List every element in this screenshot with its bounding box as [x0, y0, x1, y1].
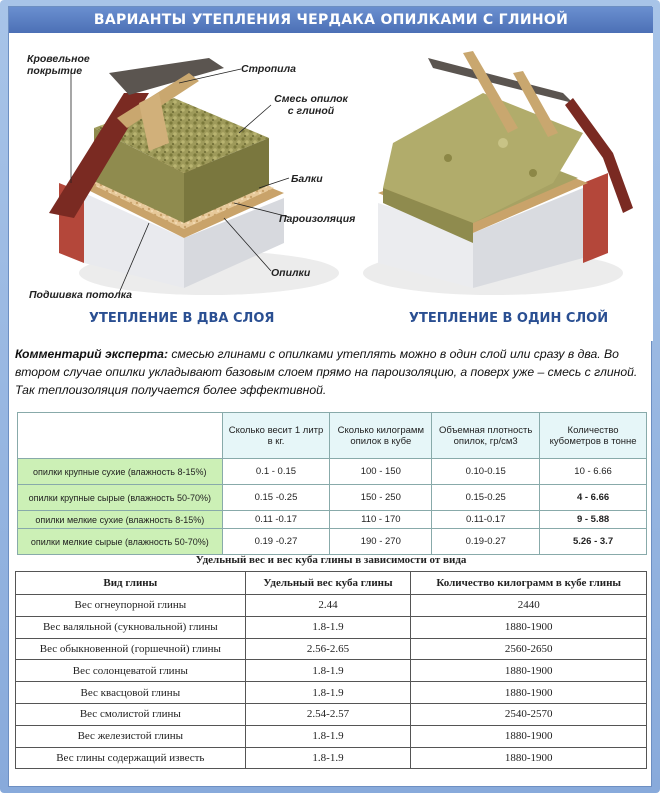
table-row	[16, 703, 647, 725]
table-cell: 1.8-1.9	[245, 747, 411, 769]
table-cell: 0.15-0.25	[432, 485, 540, 511]
sawdust-table	[17, 412, 647, 555]
label-vapor: Пароизоляция	[279, 213, 356, 225]
clay-table-title: Удельный вес и вес куба глины в зависимости от вида	[195, 554, 467, 566]
illustration-area	[9, 33, 653, 341]
table-cell: 1880-1900	[411, 682, 647, 704]
table-row	[16, 616, 647, 638]
caption-one-layer: УТЕПЛЕНИЕ В ОДИН СЛОЙ	[409, 311, 609, 326]
table-cell: 0.11-0.17	[432, 511, 540, 529]
table-cell: 1880-1900	[411, 660, 647, 682]
table-row	[16, 595, 647, 617]
one-layer-illustration	[353, 33, 653, 303]
table-cell: Вес обыкновенной (горшечной) глины	[16, 638, 246, 660]
row-label: опилки мелкие сырые (влажность 50-70%)	[18, 529, 223, 555]
header-cell: Удельный вес куба глины	[245, 572, 411, 595]
table-cell: 2560-2650	[411, 638, 647, 660]
table-cell: 1.8-1.9	[245, 660, 411, 682]
table-header-row	[18, 413, 647, 459]
page-title: ВАРИАНТЫ УТЕПЛЕНИЯ ЧЕРДАКА ОПИЛКАМИ С ГЛИНОЙ	[9, 7, 653, 33]
table-cell: 0.1 - 0.15	[222, 459, 330, 485]
table-cell: Вес железистой глины	[16, 725, 246, 747]
table-cell: Вес квасцовой глины	[16, 682, 246, 704]
table-row	[16, 638, 647, 660]
header-cell: Количество килограмм в кубе глины	[411, 572, 647, 595]
table-cell: 1.8-1.9	[245, 725, 411, 747]
comment-text: смесью глинами с опилками утеплять можно в один слой или сразу в два. Во втором случае опилки укладывают базовым слоем прямо на пароизоляцию, а поверх уже – смесь с глиной. Так теплоизоляция получается более эффективной.	[15, 347, 638, 397]
table-row	[18, 459, 647, 485]
header-cell	[18, 413, 223, 459]
table-cell: 10 - 6.66	[540, 459, 647, 485]
header-cell: Сколько килограмм опилок в кубе	[330, 413, 432, 459]
label-sawdust: Опилки	[271, 267, 311, 279]
expert-comment	[15, 345, 645, 409]
header-cell: Количество кубометров в тонне	[540, 413, 647, 459]
label-rafters: Стропила	[241, 63, 296, 75]
clay-table-wrap	[15, 571, 647, 769]
table-cell: 1.8-1.9	[245, 616, 411, 638]
table-cell: 1880-1900	[411, 616, 647, 638]
table-cell: 5.26 - 3.7	[540, 529, 647, 555]
row-label: опилки мелкие сухие (влажность 8-15%)	[18, 511, 223, 529]
table-cell: 0.15 -0.25	[222, 485, 330, 511]
header-cell: Объемная плотность опилок, гр/см3	[432, 413, 540, 459]
table-cell: 2.54-2.57	[245, 703, 411, 725]
table-row	[16, 747, 647, 769]
table-cell: 1880-1900	[411, 725, 647, 747]
infographic	[8, 6, 652, 787]
label-mix: Смесь опилок с глиной	[274, 93, 348, 117]
table-cell: 9 - 5.88	[540, 511, 647, 529]
table-cell: Вес смолистой глины	[16, 703, 246, 725]
sawdust-table-wrap	[17, 412, 647, 555]
row-label: опилки крупные сырые (влажность 50-70%)	[18, 485, 223, 511]
comment-lead: Комментарий эксперта:	[15, 347, 168, 361]
table-cell: 0.19-0.27	[432, 529, 540, 555]
table-cell: 1.8-1.9	[245, 682, 411, 704]
table-cell: 2.44	[245, 595, 411, 617]
table-cell: Вес солонцеватой глины	[16, 660, 246, 682]
table-row	[16, 725, 647, 747]
table-cell: 0.11 -0.17	[222, 511, 330, 529]
table-row	[18, 529, 647, 555]
table-header-row	[16, 572, 647, 595]
table-cell: 190 - 270	[330, 529, 432, 555]
table-cell: 2440	[411, 595, 647, 617]
table-cell: Вес валяльной (сукновальной) глины	[16, 616, 246, 638]
table-cell: Вес глины содержащий известь	[16, 747, 246, 769]
clay-table	[15, 571, 647, 769]
table-row	[16, 660, 647, 682]
caption-two-layers: УТЕПЛЕНИЕ В ДВА СЛОЯ	[89, 311, 275, 326]
table-cell: 2540-2570	[411, 703, 647, 725]
table-row	[18, 511, 647, 529]
table-cell: 100 - 150	[330, 459, 432, 485]
table-cell: Вес огнеупорной глины	[16, 595, 246, 617]
label-roof-covering: Кровельное покрытие	[27, 53, 90, 77]
table-cell: 110 - 170	[330, 511, 432, 529]
header-cell: Вид глины	[16, 572, 246, 595]
row-label: опилки крупные сухие (влажность 8-15%)	[18, 459, 223, 485]
table-cell: 0.19 -0.27	[222, 529, 330, 555]
label-beams: Балки	[291, 173, 323, 185]
table-cell: 1880-1900	[411, 747, 647, 769]
table-cell: 0.10-0.15	[432, 459, 540, 485]
table-cell: 150 - 250	[330, 485, 432, 511]
table-cell: 2.56-2.65	[245, 638, 411, 660]
label-ceiling: Подшивка потолка	[29, 289, 133, 301]
table-row	[16, 682, 647, 704]
table-cell: 4 - 6.66	[540, 485, 647, 511]
header-cell: Сколько весит 1 литр в кг.	[222, 413, 330, 459]
table-row	[18, 485, 647, 511]
